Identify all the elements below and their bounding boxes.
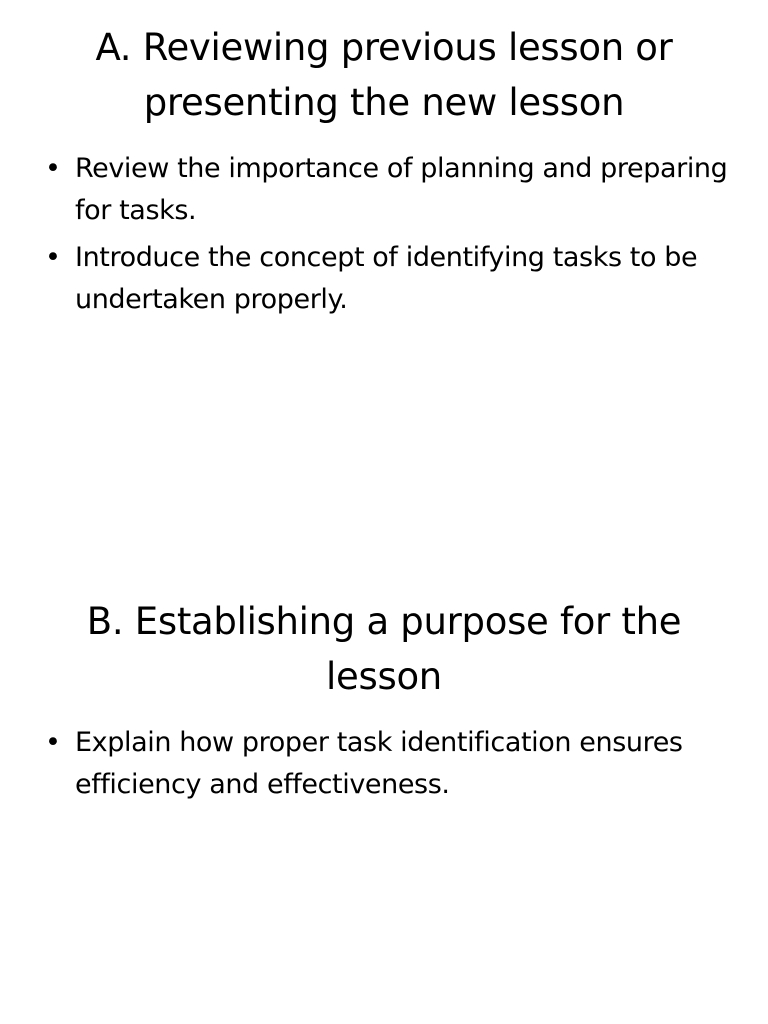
bullet-item xyxy=(45,722,718,806)
bullet-item xyxy=(45,148,728,232)
bullet-item xyxy=(45,237,728,321)
bullet-text: Introduce the concept of identifying tasks to be undertaken properly. xyxy=(75,242,698,315)
bullet-icon: • xyxy=(45,727,61,758)
slide-b xyxy=(0,576,768,1024)
bullet-list xyxy=(0,148,768,321)
bullet-icon: • xyxy=(45,153,61,184)
bullet-list xyxy=(0,722,768,806)
bullet-text: Review the importance of planning and preparing for tasks. xyxy=(75,153,728,226)
slide-title: B. Establishing a purpose for the lesson xyxy=(86,600,682,698)
bullet-icon: • xyxy=(45,242,61,273)
bullet-text: Explain how proper task identification ensures efficiency and effectiveness. xyxy=(75,727,683,800)
slide-title: A. Reviewing previous lesson or presenting the new lesson xyxy=(95,26,673,124)
